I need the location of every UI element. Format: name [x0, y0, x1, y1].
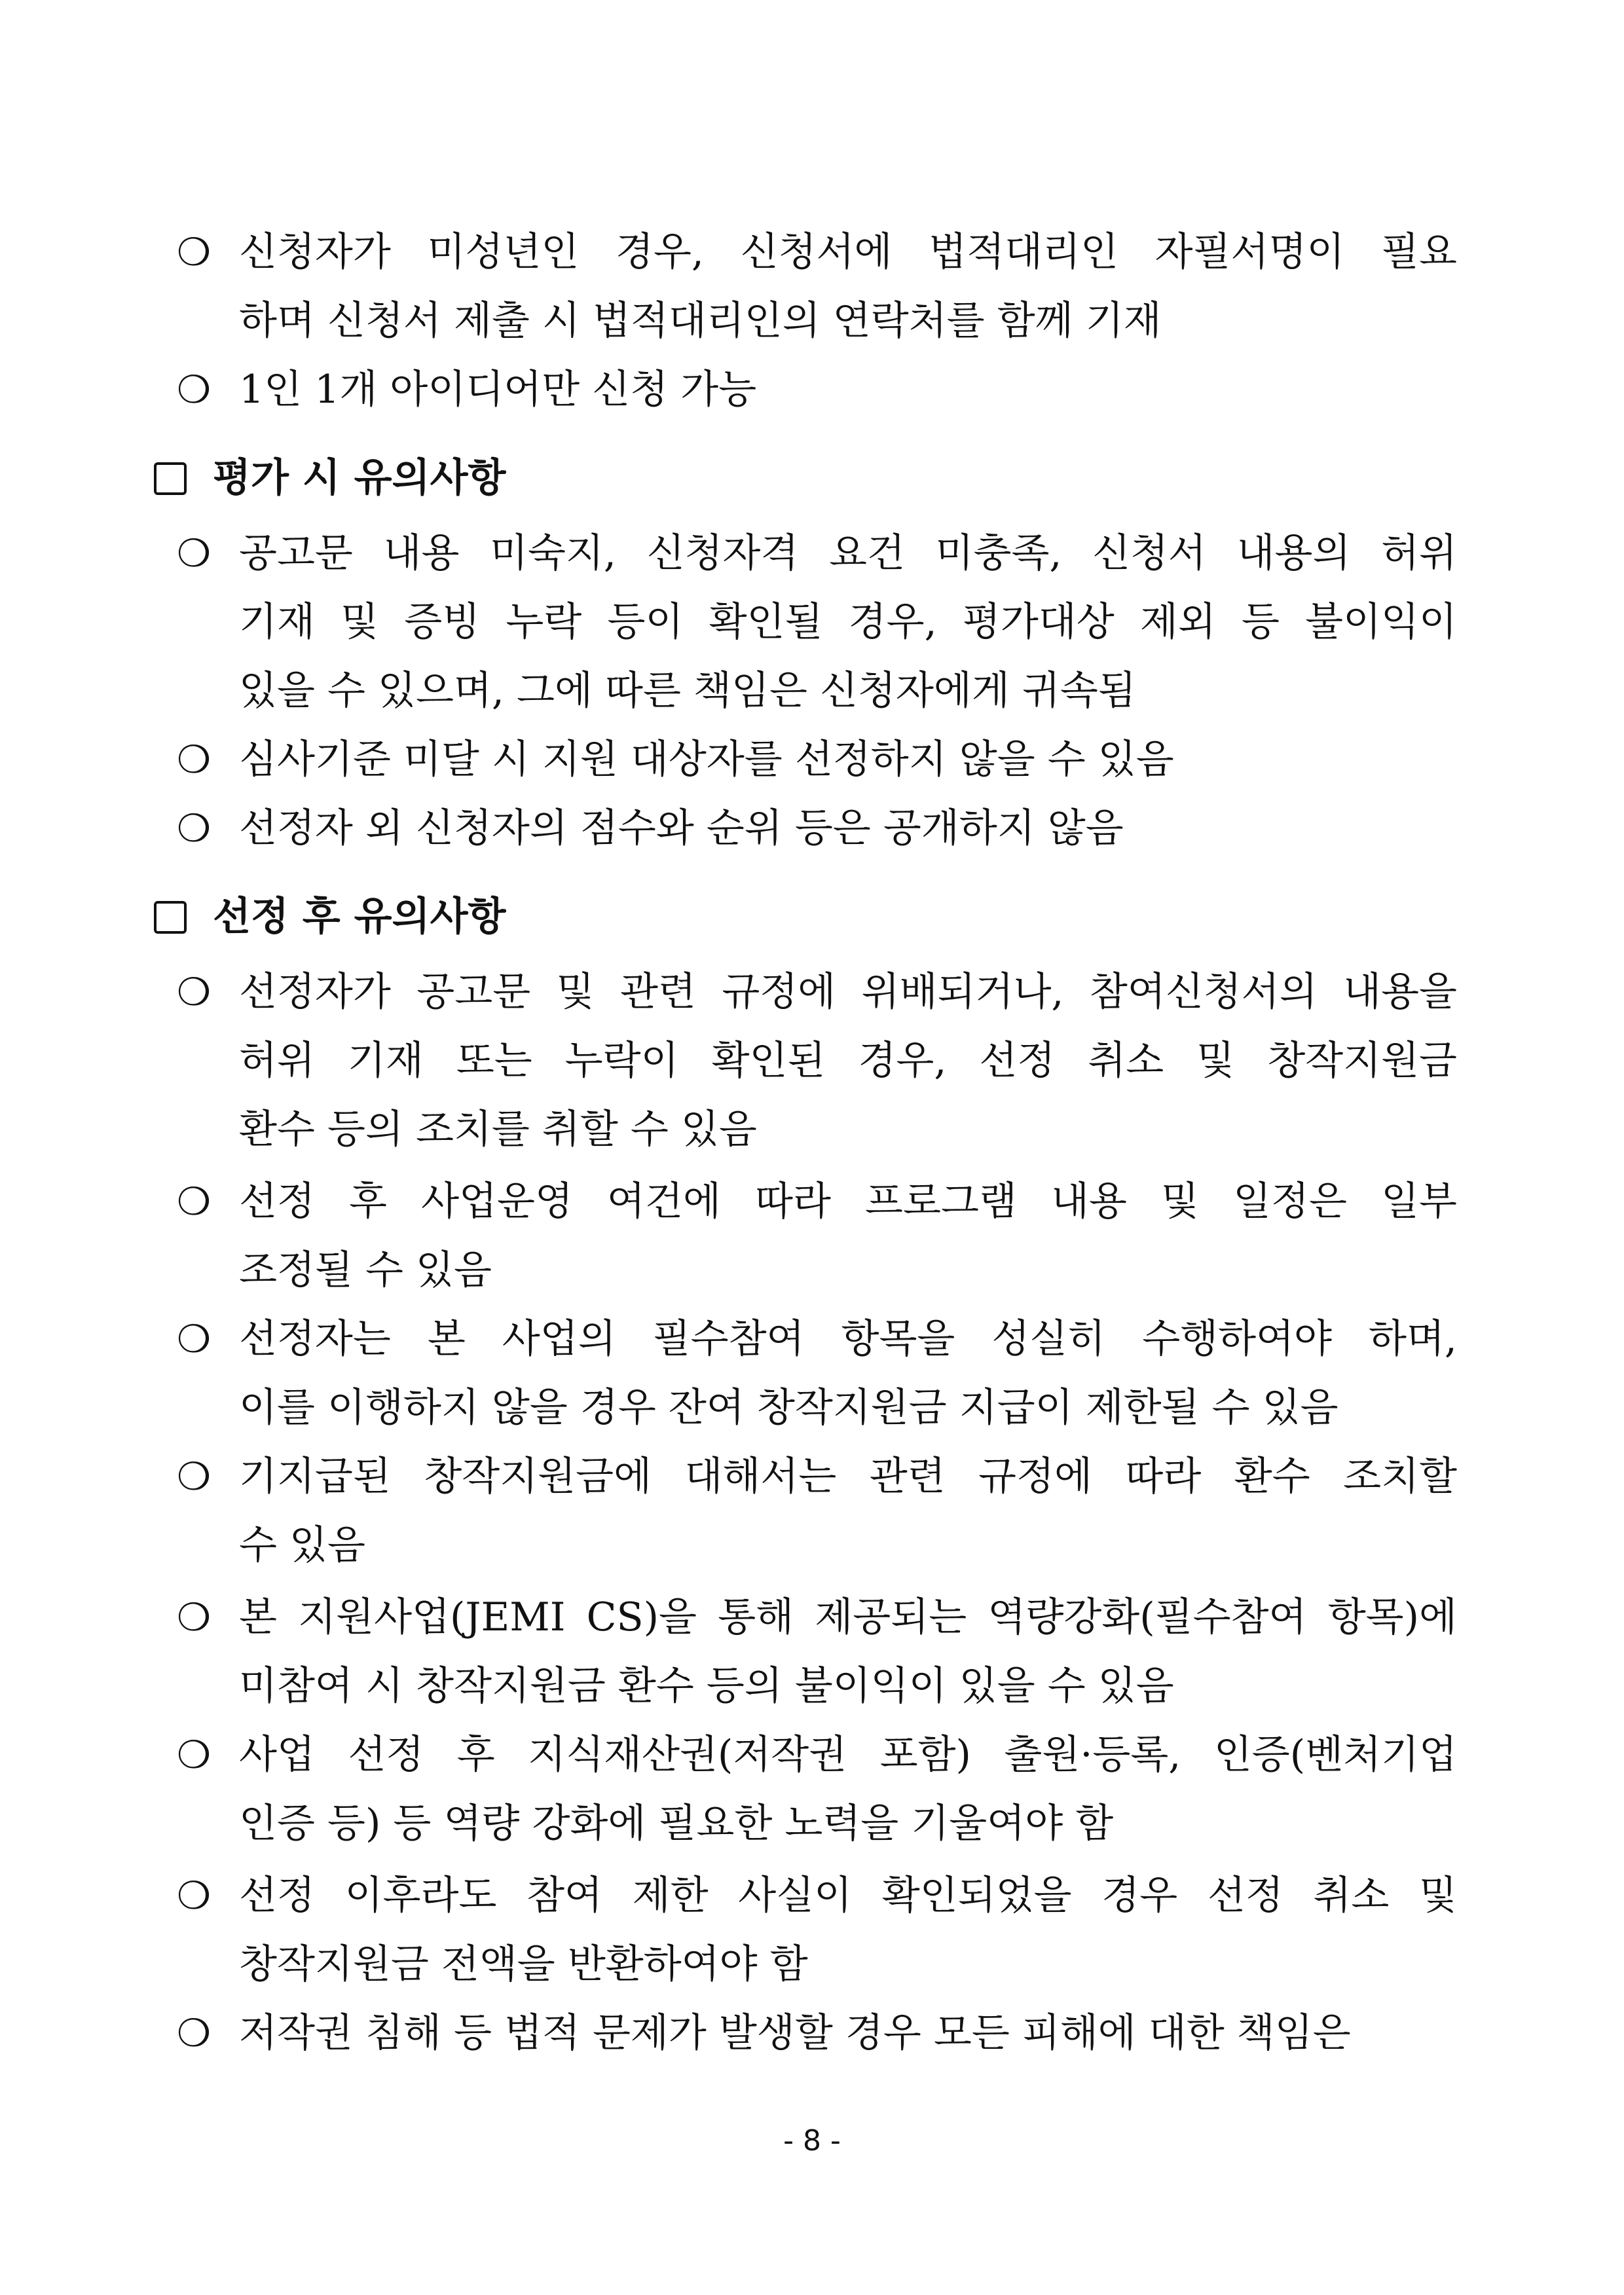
- bullet-text-line: 본 지원사업(JEMI CS)을 통해 제공되는 역량강화(필수참여 항목)에: [239, 1594, 1457, 1640]
- bullet-text-continuation: 있을 수 있으며, 그에 따른 책임은 신청자에게 귀속됨: [239, 668, 1136, 714]
- bullet-text-line: 선정 후 사업운영 여건에 따라 프로그램 내용 및 일정은 일부: [239, 1179, 1457, 1224]
- bullet-text-continuation: 조정될 수 있음: [239, 1247, 492, 1293]
- bullet-text-continuation: 이를 이행하지 않을 경우 잔여 창작지원금 지급이 제한될 수 있음: [239, 1385, 1338, 1431]
- bullet-text-line: 심사기준 미달 시 지원 대상자를 선정하지 않을 수 있음: [239, 737, 1174, 782]
- bullet-text-continuation: 미참여 시 창작지원금 환수 등의 불이익이 있을 수 있음: [239, 1663, 1174, 1709]
- checkbox-square-icon: [154, 462, 187, 495]
- bullet-text-continuation: 인증 등) 등 역량 강화에 필요한 노력을 기울여야 함: [239, 1801, 1114, 1846]
- bullet-text-line: 선정자가 공고문 및 관련 규정에 위배되거나, 참여신청서의 내용을: [239, 969, 1457, 1015]
- bullet-text-continuation: 환수 등의 조치를 취할 수 있음: [239, 1107, 757, 1152]
- bullet-text-continuation: 창작지원금 전액을 반환하여야 함: [239, 1941, 808, 1987]
- bullet-text-line: 기지급된 창작지원금에 대해서는 관련 규정에 따라 환수 조치할: [239, 1454, 1457, 1499]
- circle-bullet-icon: ❍: [177, 1179, 211, 1224]
- circle-bullet-icon: ❍: [177, 230, 211, 274]
- bullet-text-continuation: 허위 기재 또는 누락이 확인된 경우, 선정 취소 및 창작지원금: [239, 1038, 1457, 1084]
- circle-bullet-icon: ❍: [177, 1317, 211, 1361]
- bullet-text-line: 1인 1개 아이디어만 신청 가능: [239, 367, 757, 413]
- bullet-text-line: 신청자가 미성년인 경우, 신청서에 법적대리인 자필서명이 필요: [239, 229, 1457, 275]
- circle-bullet-icon: ❍: [177, 1873, 211, 1918]
- circle-bullet-icon: ❍: [177, 970, 211, 1014]
- bullet-text-line: 공고문 내용 미숙지, 신청자격 요건 미충족, 신청서 내용의 허위: [239, 530, 1457, 576]
- circle-bullet-icon: ❍: [177, 2011, 211, 2055]
- bullet-text-line: 선정자 외 신청자의 점수와 순위 등은 공개하지 않음: [239, 805, 1124, 851]
- circle-bullet-icon: ❍: [177, 806, 211, 851]
- page-number: - 8 -: [783, 2124, 841, 2157]
- bullet-text-continuation: 하며 신청서 제출 시 법적대리인의 연락처를 함께 기재: [239, 298, 1162, 344]
- circle-bullet-icon: ❍: [177, 367, 211, 412]
- checkbox-square-icon: [154, 901, 187, 934]
- circle-bullet-icon: ❍: [177, 531, 211, 576]
- bullet-text-continuation: 기재 및 증빙 누락 등이 확인될 경우, 평가대상 제외 등 불이익이: [239, 599, 1457, 645]
- bullet-text-line: 사업 선정 후 지식재산권(저작권 포함) 출원·등록, 인증(벤처기업: [239, 1732, 1457, 1778]
- section-heading-label: 선정 후 유의사항: [213, 894, 506, 940]
- section-heading-label: 평가 시 유의사항: [213, 455, 506, 501]
- circle-bullet-icon: ❍: [177, 1595, 211, 1640]
- bullet-text-line: 선정자는 본 사업의 필수참여 항목을 성실히 수행하여야 하며,: [239, 1316, 1457, 1362]
- circle-bullet-icon: ❍: [177, 1733, 211, 1777]
- bullet-text-line: 선정 이후라도 참여 제한 사실이 확인되었을 경우 선정 취소 및: [239, 1873, 1457, 1919]
- circle-bullet-icon: ❍: [177, 737, 211, 782]
- bullet-text-line: 저작권 침해 등 법적 문제가 발생할 경우 모든 피해에 대한 책임은: [239, 2010, 1351, 2056]
- circle-bullet-icon: ❍: [177, 1454, 211, 1499]
- bullet-text-continuation: 수 있음: [239, 1522, 365, 1568]
